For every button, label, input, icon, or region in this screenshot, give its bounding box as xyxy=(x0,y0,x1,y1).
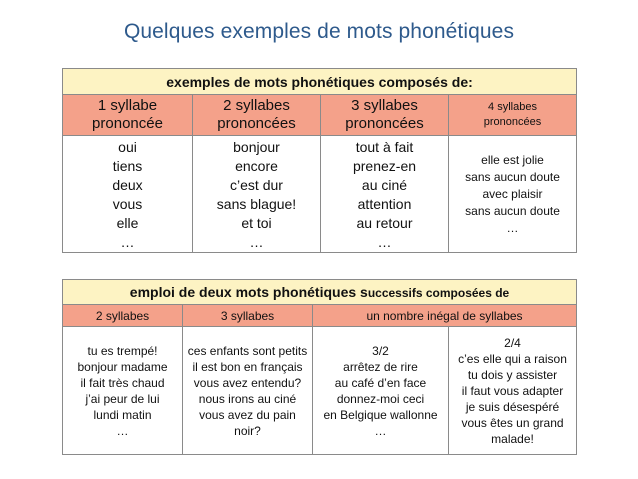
example-word: au retour xyxy=(356,215,413,231)
example-phrase: … xyxy=(374,423,387,438)
example-phrase: tu dois y assister xyxy=(467,367,558,382)
example-phrase: tu es trempé! xyxy=(87,343,158,358)
example-word: … xyxy=(377,234,392,250)
example-word: … xyxy=(506,220,519,235)
table1-col-4-header xyxy=(449,95,577,136)
example-word: tiens xyxy=(112,158,143,174)
example-phrase: c’es elle qui a raison xyxy=(458,351,567,366)
successive-words-table xyxy=(62,279,577,455)
example-phrase: noir? xyxy=(234,423,261,438)
table2-header-bold: emploi de deux mots phonétiques s xyxy=(129,284,368,300)
example-word: elle est jolie xyxy=(481,152,544,167)
page-title: Quelques exemples de mots phonétiques xyxy=(123,20,515,43)
table1-cell-3-syllables xyxy=(321,136,449,253)
example-word: … xyxy=(249,234,264,250)
example-phrase: au café d’en face xyxy=(334,375,427,390)
example-word: bonjour xyxy=(233,139,280,155)
table2-col-3-header: un nombre inégal de syllabes xyxy=(313,305,577,327)
table1-header: exemples de mots phonétiques composés de: xyxy=(63,69,577,95)
example-phrase: malade! xyxy=(491,431,534,446)
example-phrase: vous avez du pain xyxy=(199,407,296,422)
example-phrase: ces enfants sont petits xyxy=(187,343,308,358)
table2-col-2-header: 3 syllabes xyxy=(183,305,313,327)
example-word: prenez-en xyxy=(352,158,417,174)
example-phrase: il est bon en français xyxy=(192,359,303,374)
example-phrase: il faut vous adapter xyxy=(461,383,564,398)
example-word: sans aucun doute xyxy=(465,203,560,218)
example-phrase: vous avez entendu? xyxy=(193,375,302,390)
table1-cell-2-syllables xyxy=(193,136,321,253)
example-word: elle xyxy=(116,215,139,231)
table2-cell-2-syllables xyxy=(63,327,183,455)
example-word: vous xyxy=(112,196,143,212)
table1-col-1-header xyxy=(63,95,193,136)
example-word: sans aucun doute xyxy=(465,169,560,184)
table1-cell-1-syllable xyxy=(63,136,193,253)
table1-cell-4-syllables xyxy=(449,136,577,253)
example-phrase: j’ai peur de lui xyxy=(85,391,160,406)
col-label-line: prononcées xyxy=(483,116,542,128)
table2-cell-unequal-3-2 xyxy=(313,327,449,455)
example-word: … xyxy=(120,234,135,250)
example-word: avec plaisir xyxy=(482,186,543,201)
example-phrase: nous irons au ciné xyxy=(198,391,297,406)
col-label-line: 1 syllabe xyxy=(97,97,158,114)
example-phrase: 2/4 xyxy=(504,335,521,350)
example-phrase: en Belgique wallonne xyxy=(323,407,438,422)
example-word: oui xyxy=(118,139,137,155)
col-label-line: 4 syllabes xyxy=(488,101,537,113)
example-word: et toi xyxy=(241,215,272,231)
example-word: attention xyxy=(357,196,412,212)
col-label-line: prononcées xyxy=(345,115,424,132)
example-word: sans blague! xyxy=(216,196,297,212)
example-word: c’est dur xyxy=(230,177,283,193)
example-phrase: vous êtes un grand xyxy=(461,415,564,430)
table2-header xyxy=(63,280,577,305)
example-word: tout à fait xyxy=(355,139,414,155)
syllable-examples-table xyxy=(62,68,577,253)
example-phrase: il fait très chaud xyxy=(80,375,165,390)
table2-cell-3-syllables xyxy=(183,327,313,455)
table2-header-rest: uccessifs composées de xyxy=(367,286,510,300)
col-label-line: prononcée xyxy=(92,115,163,132)
table1-col-2-header xyxy=(193,95,321,136)
col-label-line: prononcées xyxy=(217,115,296,132)
example-word: deux xyxy=(112,177,143,193)
example-phrase: bonjour madame xyxy=(77,359,168,374)
example-phrase: 3/2 xyxy=(372,343,389,358)
example-phrase: arrêtez de rire xyxy=(343,359,418,374)
example-phrase: lundi matin xyxy=(93,407,152,422)
example-word: au ciné xyxy=(361,177,408,193)
col-label-line: 2 syllabes xyxy=(223,97,290,114)
example-phrase: donnez-moi ceci xyxy=(336,391,425,406)
example-phrase: … xyxy=(116,423,129,438)
table2-cell-unequal-2-4 xyxy=(449,327,577,455)
example-word: encore xyxy=(235,158,278,174)
col-label-line: 3 syllabes xyxy=(351,97,418,114)
example-phrase: je suis désespéré xyxy=(465,399,560,414)
table1-col-3-header xyxy=(321,95,449,136)
table2-col-1-header: 2 syllabes xyxy=(63,305,183,327)
